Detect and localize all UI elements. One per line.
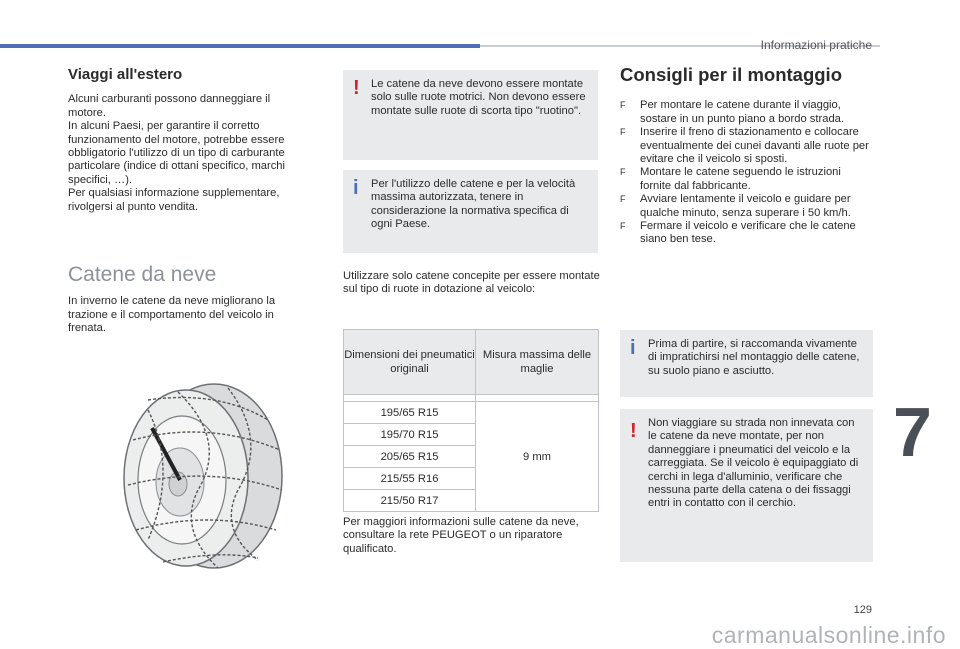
table-intro: Utilizzare solo catene concepite per essere montate sul tipo di ruote in dotazione al veicolo:: [343, 270, 600, 296]
bullet-icon: F: [620, 194, 626, 205]
table-cell-size: 215/55 R16: [344, 468, 476, 490]
warning-no-snow-box: [620, 409, 873, 562]
table-cell-link-size: 9 mm: [476, 402, 599, 512]
warning-icon: !: [630, 420, 637, 442]
snow-chains-intro: In inverno le catene da neve migliorano la trazione e il comportamento del veicolo in frenata.: [68, 295, 276, 335]
info-icon: i: [353, 177, 359, 199]
more-info-text: Per maggiori informazioni sulle catene da neve, consultare la rete PEUGEOT o un riparatore qualificato.: [343, 516, 579, 555]
travel-text: Alcuni carburanti possono danneggiare il motore. In alcuni Paesi, per garantire il corretto funzionamento del motore, potrebbe essere obbligatorio l'utilizzo di un tipo di carburante particolare (indice di ottani specifico, marchi specifici, …). Per qualsiasi informazione supplementare, rivolgersi al punto vendita.: [68, 93, 286, 213]
section-title: Informazioni pratiche: [760, 38, 872, 52]
snow-chains-section: [68, 263, 300, 336]
table-header-link-size: Misura massima delle maglie: [476, 330, 599, 395]
warning-no-snow-text: Non viaggiare su strada non innevata con le catene da neve montate, per non danneggiare i pneumatici del veicolo e la carreggiata. Se il veicolo è equipaggiato di cerchi in lega d'alluminio, verificare che nessuna parte della catena o dei fissaggi entri in contatto con il cerchio.: [648, 417, 859, 510]
warning-drive-wheels-text: Le catene da neve devono essere montate solo sulle ruote motrici. Non devono essere montate sulle ruote di scorta tipo "ruotino".: [371, 78, 586, 117]
bullet-icon: F: [620, 167, 626, 178]
list-item: F Inserire il freno di stazionamento e collocare eventualmente dei cunei davanti alle ruote per evitare che il veicolo si sposti.: [620, 126, 869, 166]
table-cell-size: 215/50 R17: [344, 490, 476, 512]
header-accent-bar: [0, 44, 480, 48]
mounting-title: Consigli per il montaggio: [620, 64, 842, 85]
mounting-steps: [620, 99, 875, 246]
tire-chain-illustration: [108, 380, 288, 572]
chain-size-table: [343, 329, 599, 512]
info-practice-text: Prima di partire, si raccomanda vivamente di impratichirsi nel montaggio delle catene, su suolo piano e asciutto.: [648, 338, 860, 377]
list-item: F Montare le catene seguendo le istruzioni fornite dal fabbricante.: [620, 166, 841, 192]
table-cell-size: 195/70 R15: [344, 424, 476, 446]
snow-chains-title: Catene da neve: [68, 263, 217, 286]
info-regulation-box: [343, 170, 598, 253]
travel-section: [68, 68, 300, 214]
warning-drive-wheels-box: [343, 70, 598, 160]
travel-title: Viaggi all'estero: [68, 66, 183, 83]
table-cell-size: 205/65 R15: [344, 446, 476, 468]
info-regulation-text: Per l'utilizzo delle catene e per la velocità massima autorizzata, tenere in considerazione la normativa specifica di ogni Paese.: [371, 178, 576, 231]
table-header-tire-size: Dimensioni dei pneumatici originali: [344, 330, 476, 395]
table-cell-size: 195/65 R15: [344, 402, 476, 424]
page-number: 129: [853, 604, 872, 616]
mounting-section: [620, 64, 875, 247]
list-item: F Fermare il veicolo e verificare che le catene siano ben tese.: [620, 220, 856, 246]
list-item: F Avviare lentamente il veicolo e guidare per qualche minuto, senza superare i 50 km/h.: [620, 193, 851, 219]
info-icon: i: [630, 337, 636, 359]
list-item: F Per montare le catene durante il viaggio, sostare in un punto piano a bordo strada.: [620, 99, 845, 125]
warning-icon: !: [353, 77, 360, 99]
bullet-icon: F: [620, 100, 626, 111]
bullet-icon: F: [620, 221, 626, 232]
bullet-icon: F: [620, 127, 626, 138]
info-practice-box: [620, 330, 873, 397]
chapter-number: 7: [893, 389, 960, 475]
watermark: carmanualsonline.info: [711, 622, 946, 648]
